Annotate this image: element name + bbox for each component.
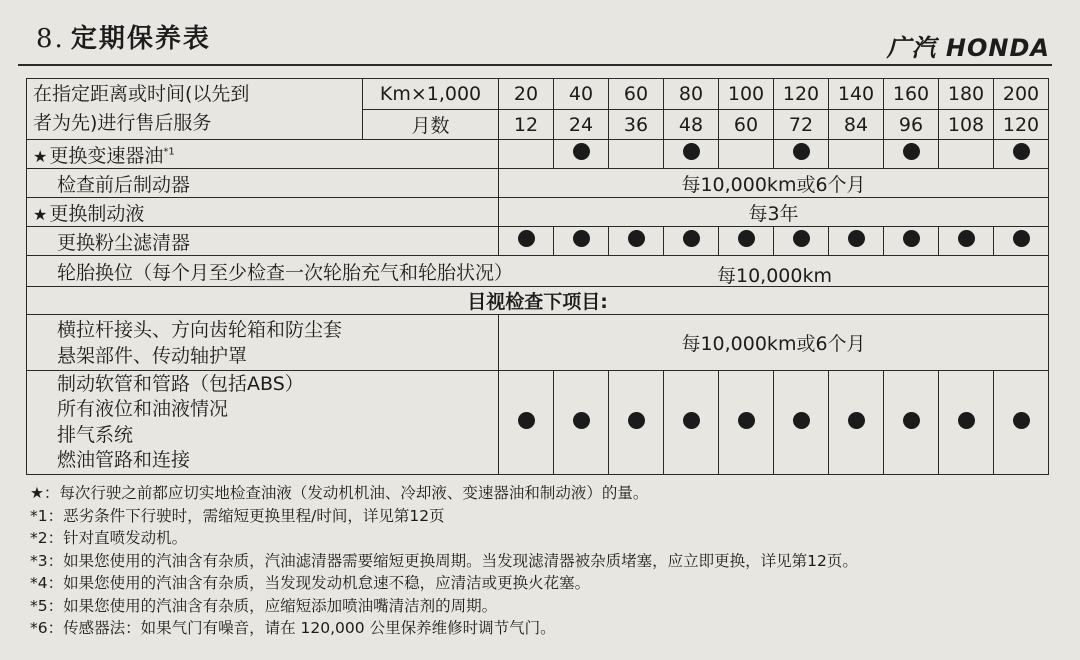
km-unit-label: Km×1,000 [363,79,499,110]
month-value: 96 [884,110,939,140]
schedule-cell [719,227,774,256]
km-row [27,79,1049,110]
tie-rod-line1: 横拉杆接头、方向齿轮箱和防尘套 [57,318,343,341]
row-brake-hoses [27,371,1049,475]
row-dust-filter [27,227,1049,256]
schedule-cell [664,227,719,256]
footnote-4: *4：如果您使用的汽油含有杂质，当发现发动机怠速不稳，应清洁或更换火花塞。 [30,574,591,592]
footnote-3: *3：如果您使用的汽油含有杂质，汽油滤清器需要缩短更换周期。当发现滤清器被杂质堵塞，应立即更换，详见第12页。 [30,551,858,570]
transmission-oil-text: 更换变速器油 [49,144,164,167]
brakes-interval: 每10,000km或6个月 [499,169,1049,198]
interval-label-line2: 者为先)进行售后服务 [33,112,212,134]
brand-logo: 广汽 HONDA [886,34,1050,62]
schedule-cell [499,140,554,169]
schedule-cell [499,227,554,256]
service-dot-icon [628,412,645,429]
service-dot-icon [573,143,590,160]
km-value: 140 [829,79,884,110]
month-value: 120 [994,110,1049,140]
service-dot-icon [793,143,810,160]
row-tie-rod [27,315,1049,371]
tie-rod-interval: 每10,000km或6个月 [499,315,1049,371]
service-dot-icon [1013,143,1030,160]
schedule-cell [664,371,719,475]
schedule-cell [994,227,1049,256]
schedule-cell [609,227,664,256]
dust-filter-label: 更换粉尘滤清器 [27,227,499,256]
maintenance-schedule-table [26,78,1049,475]
month-value: 60 [719,110,774,140]
service-dot-icon [628,230,645,247]
brake-fluid-label [27,198,499,227]
tire-rotation-interval: 每10,000km [717,265,832,287]
km-value: 120 [774,79,829,110]
transmission-oil-label [27,140,499,169]
schedule-cell [884,227,939,256]
month-value: 48 [664,110,719,140]
service-dot-icon [958,230,975,247]
km-value: 180 [939,79,994,110]
schedule-cell [554,140,609,169]
km-value: 100 [719,79,774,110]
month-value: 36 [609,110,664,140]
month-value: 72 [774,110,829,140]
interval-label-line1: 在指定距离或时间(以先到 [33,83,250,105]
footnote-1: *1：恶劣条件下行驶时，需缩短更换里程/时间，详见第12页 [30,506,445,525]
brake-hoses-label [27,371,499,475]
service-dot-icon [903,143,920,160]
service-dot-icon [683,143,700,160]
page-title [36,18,211,55]
section-number: 8. [36,24,65,54]
brakes-label: 检查前后制动器 [27,169,499,198]
schedule-cell [829,227,884,256]
schedule-cell [994,371,1049,475]
schedule-cell [774,140,829,169]
service-dot-icon [738,230,755,247]
footnote-6: *6：传感器法：如果气门有噪音，请在 120,000 公里保养维修时调节气门。 [30,619,556,637]
service-dot-icon [793,412,810,429]
row-visual-heading [27,287,1049,315]
row-transmission-oil [27,140,1049,169]
schedule-cell [939,371,994,475]
schedule-cell [554,227,609,256]
visual-inspection-heading: 目视检查下项目: [27,287,1049,315]
month-value: 108 [939,110,994,140]
schedule-cell [829,371,884,475]
tire-rotation-cell [27,256,1049,287]
service-dot-icon [958,412,975,429]
schedule-cell [499,371,554,475]
schedule-cell [719,371,774,475]
footnote-2: *2：针对直喷发动机。 [30,529,188,547]
schedule-cell [884,140,939,169]
footnotes [30,482,1060,640]
service-dot-icon [683,412,700,429]
tie-rod-label [27,315,499,371]
service-dot-icon [903,412,920,429]
schedule-cell [719,140,774,169]
service-dot-icon [573,230,590,247]
service-dot-icon [518,412,535,429]
row-tire-rotation [27,256,1049,287]
row-brakes [27,169,1049,198]
schedule-cell [829,140,884,169]
service-dot-icon [518,230,535,247]
schedule-cell [774,227,829,256]
service-dot-icon [1013,412,1030,429]
month-value: 12 [499,110,554,140]
schedule-cell [609,140,664,169]
km-value: 160 [884,79,939,110]
km-value: 20 [499,79,554,110]
tire-rotation-label: 轮胎换位（每个月至少检查一次轮胎充气和轮胎状况） [57,261,514,284]
service-dot-icon [1013,230,1030,247]
schedule-cell [939,227,994,256]
brake-hoses-line1: 制动软管和管路（包括ABS） [57,372,304,395]
interval-label-cell [27,79,363,140]
km-value: 80 [664,79,719,110]
header-rule [18,64,1052,66]
schedule-cell [884,371,939,475]
brake-hoses-line2: 所有液位和油液情况 [57,398,229,420]
service-dot-icon [738,412,755,429]
service-dot-icon [848,230,865,247]
schedule-cell [774,371,829,475]
page-header [0,0,1080,60]
schedule-cell [609,371,664,475]
footnote-star: ★：每次行驶之前都应切实地检查油液（发动机机油、冷却液、变速器油和制动液）的量。 [30,484,649,502]
section-title: 定期保养表 [70,24,211,54]
tie-rod-line2: 悬架部件、传动轴护罩 [57,344,248,367]
schedule-cell [554,371,609,475]
service-dot-icon [903,230,920,247]
km-value: 200 [994,79,1049,110]
km-value: 60 [609,79,664,110]
month-value: 24 [554,110,609,140]
brake-fluid-interval: 每3年 [499,198,1049,227]
km-value: 40 [554,79,609,110]
months-unit-label: 月数 [363,110,499,140]
brake-fluid-text: 更换制动液 [49,202,145,225]
star-icon: ★ [33,204,48,224]
service-dot-icon [573,412,590,429]
schedule-cell [994,140,1049,169]
brake-hoses-line3: 排气系统 [57,423,134,446]
schedule-cell [664,140,719,169]
footnote-ref: *1 [163,146,175,158]
brake-hoses-line4: 燃油管路和连接 [57,449,191,471]
service-dot-icon [793,230,810,247]
month-value: 84 [829,110,884,140]
service-dot-icon [683,230,700,247]
star-icon: ★ [33,146,48,166]
schedule-cell [939,140,994,169]
footnote-5: *5：如果您使用的汽油含有杂质，应缩短添加喷油嘴清洁剂的周期。 [30,596,498,615]
service-dot-icon [848,412,865,429]
row-brake-fluid [27,198,1049,227]
